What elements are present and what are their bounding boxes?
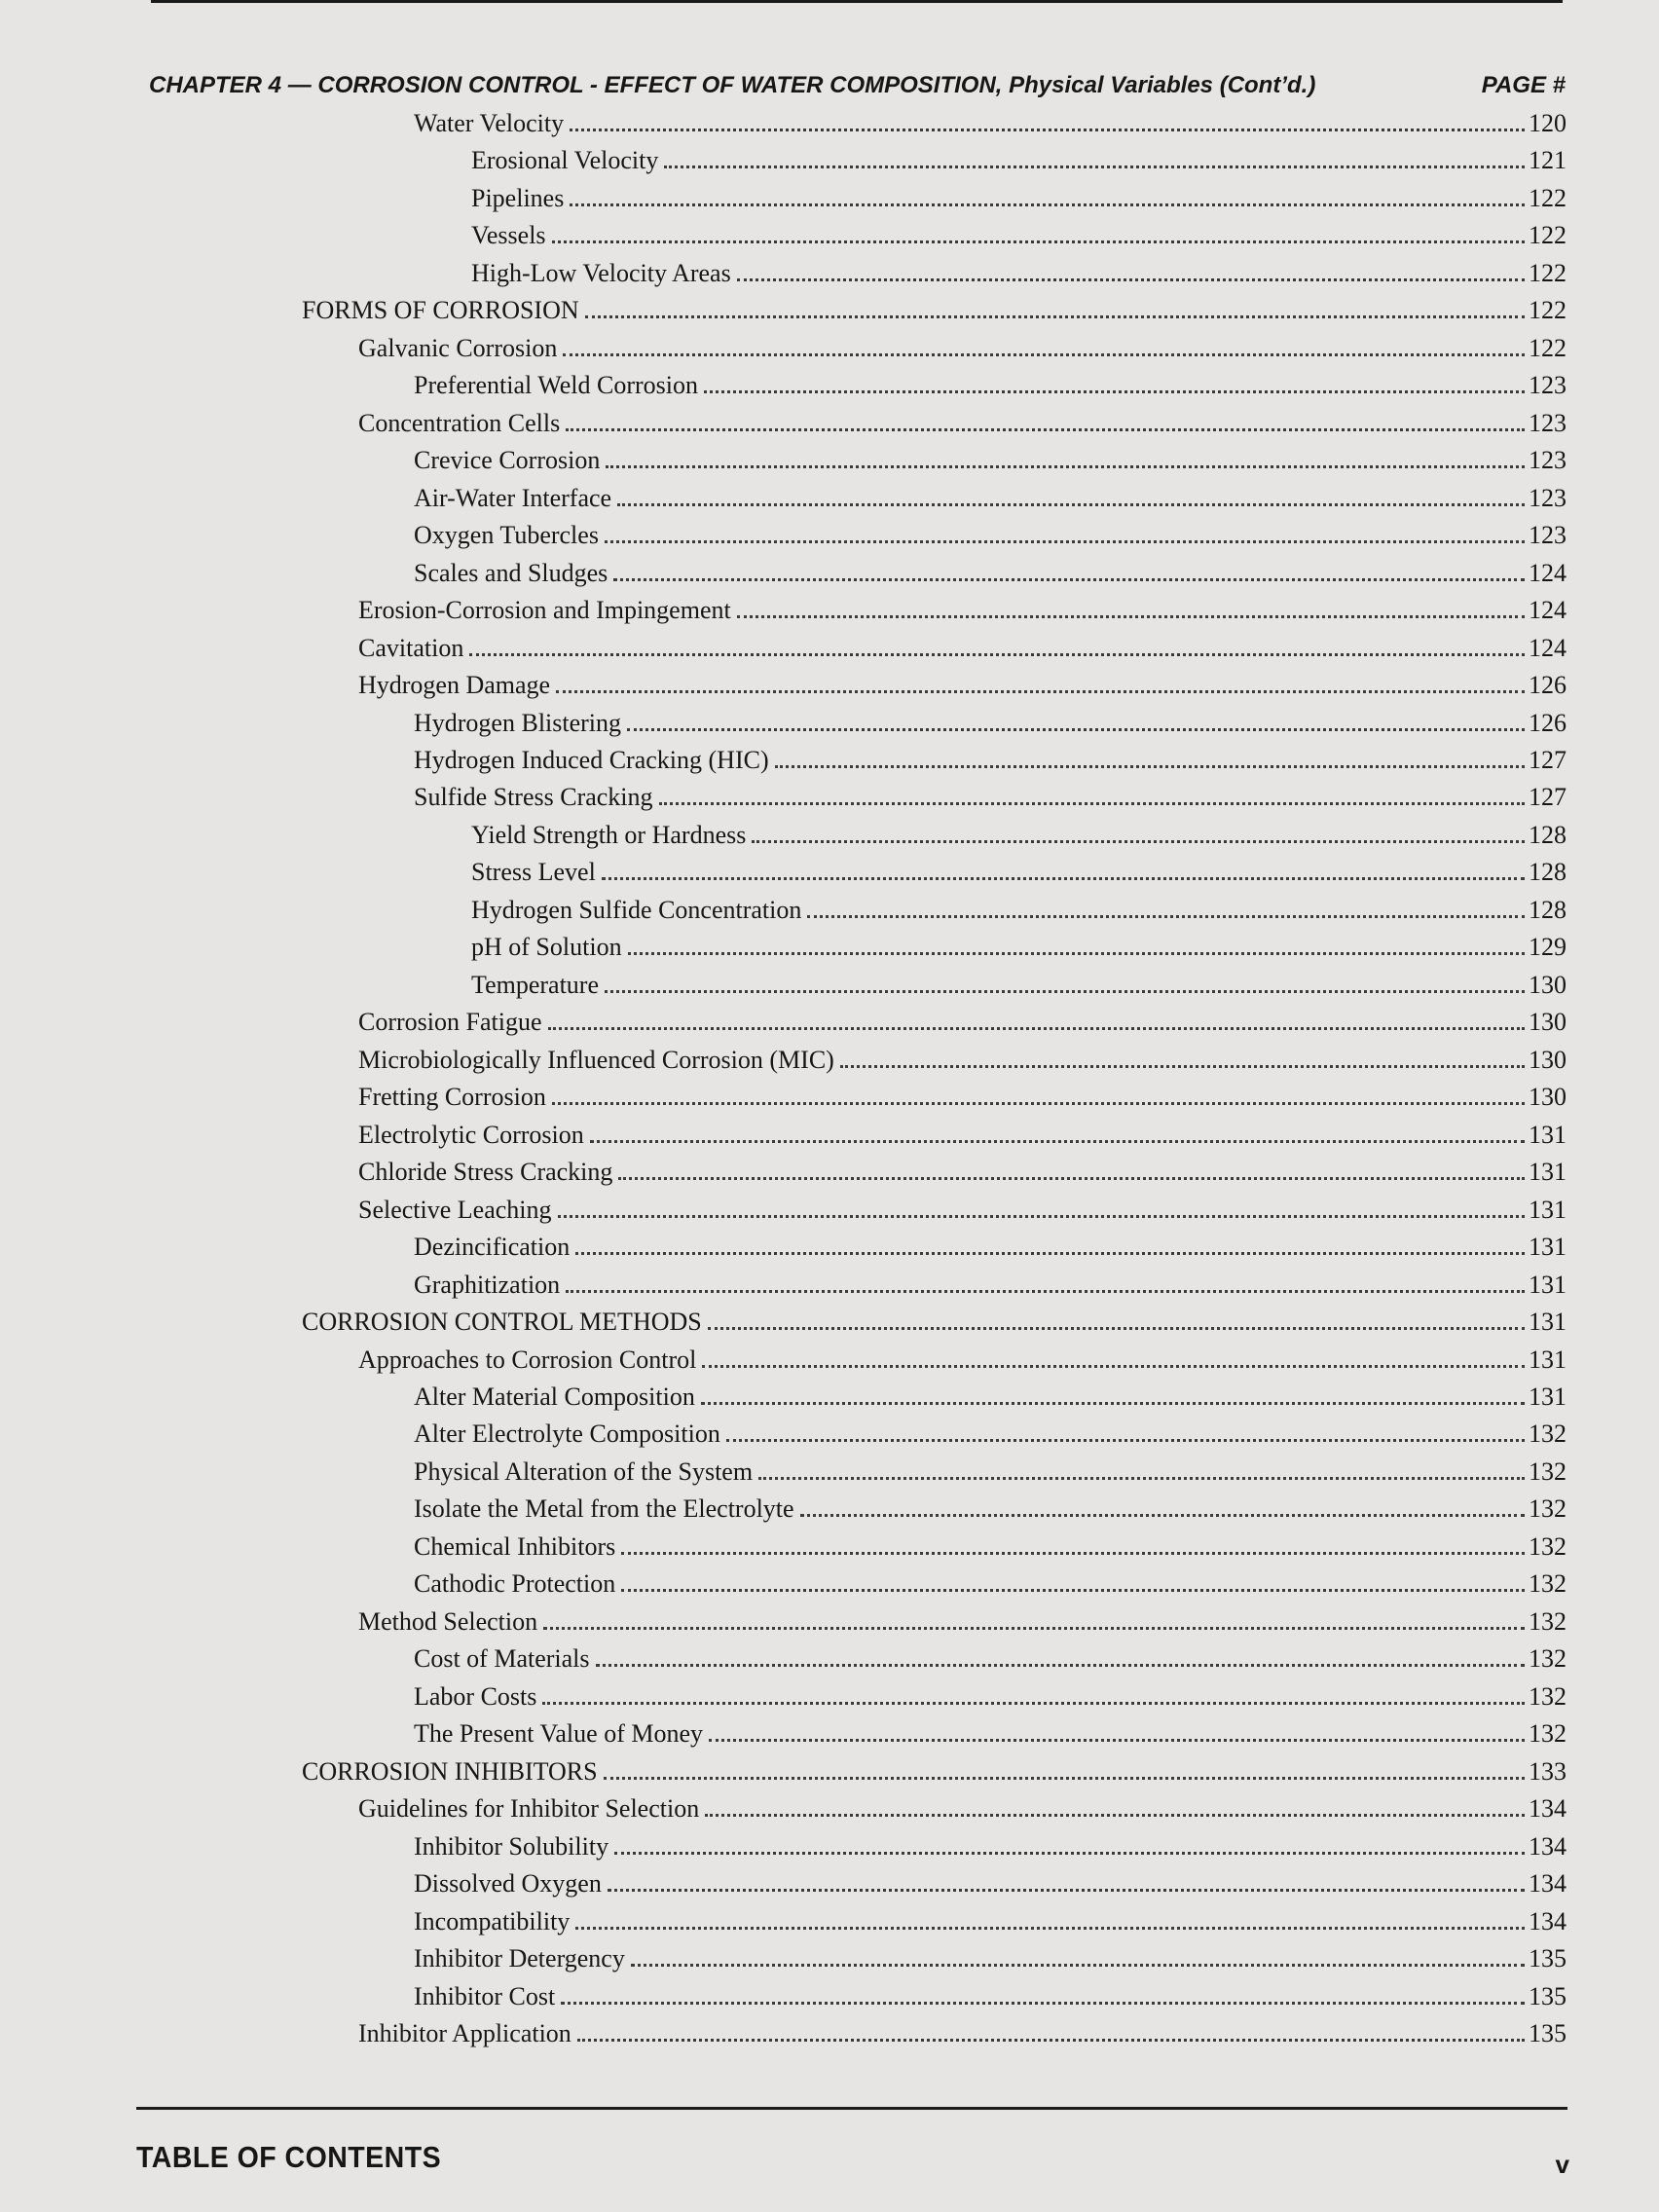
toc-entry-page: 131 <box>1529 1158 1567 1186</box>
toc-entry <box>471 255 1567 288</box>
toc-entry-page: 122 <box>1529 259 1567 287</box>
toc-entry-page: 132 <box>1529 1719 1567 1748</box>
toc-entry-title: Inhibitor Detergency <box>414 1944 625 1972</box>
toc-entry-page: 131 <box>1529 1196 1567 1224</box>
toc-entry <box>414 1229 1567 1262</box>
toc-entry-title: Sulfide Stress Cracking <box>414 783 653 811</box>
dot-leader <box>469 653 1525 656</box>
dot-leader <box>659 802 1525 805</box>
toc-entry-page: 127 <box>1529 746 1567 774</box>
toc-entry-title: Corrosion Fatigue <box>358 1008 542 1036</box>
toc-entry <box>471 142 1567 175</box>
dot-leader <box>709 1739 1525 1742</box>
dot-leader <box>737 615 1525 618</box>
dot-leader <box>575 1927 1525 1930</box>
toc-entry-page: 131 <box>1529 1346 1567 1374</box>
toc-entry <box>358 1154 1567 1187</box>
dot-leader <box>840 1065 1525 1068</box>
toc-entry-title: Cavitation <box>358 634 464 662</box>
page-column-label: PAGE # <box>1481 72 1566 98</box>
toc-entry-title: Inhibitor Solubility <box>414 1832 609 1861</box>
toc-entry <box>414 1454 1567 1487</box>
toc-entry-title: Oxygen Tubercles <box>414 521 599 549</box>
toc-entry-page: 124 <box>1529 634 1567 662</box>
toc-entry-page: 135 <box>1529 2019 1567 2047</box>
toc-entry <box>302 292 1567 325</box>
toc-entry-page: 124 <box>1529 559 1567 587</box>
toc-entry-title: pH of Solution <box>471 933 622 961</box>
toc-entry-page: 121 <box>1529 146 1567 174</box>
dot-leader <box>628 952 1525 955</box>
toc-entry <box>358 630 1567 663</box>
toc-entry-page: 130 <box>1529 1046 1567 1074</box>
toc-entry <box>414 480 1567 513</box>
toc-entry-page: 130 <box>1529 1008 1567 1036</box>
dot-leader <box>737 278 1525 281</box>
dot-leader <box>605 540 1525 543</box>
toc-entry <box>414 1379 1567 1412</box>
toc-entry-title: Vessels <box>471 221 546 249</box>
toc-entry <box>414 1940 1567 1973</box>
dot-leader <box>548 1027 1526 1030</box>
toc-entry <box>414 1903 1567 1936</box>
toc-entry-title: Alter Material Composition <box>414 1382 695 1411</box>
dot-leader <box>566 428 1525 431</box>
dot-leader <box>613 578 1525 581</box>
dot-leader <box>617 503 1525 506</box>
toc-entry-title: CORROSION CONTROL METHODS <box>302 1308 702 1336</box>
dot-leader <box>614 1852 1525 1855</box>
toc-entry <box>358 667 1567 700</box>
dot-leader <box>556 690 1525 693</box>
toc-entry-title: Isolate the Metal from the Electrolyte <box>414 1494 794 1523</box>
toc-entry-page: 129 <box>1529 933 1567 961</box>
toc-entry <box>358 1342 1567 1375</box>
dot-leader <box>664 166 1525 168</box>
dot-leader <box>800 1514 1525 1517</box>
toc-entry-page: 132 <box>1529 1419 1567 1448</box>
toc-entry-title: Chloride Stress Cracking <box>358 1158 613 1186</box>
dot-leader <box>542 1702 1525 1705</box>
toc-entry-page: 122 <box>1529 221 1567 249</box>
dot-leader <box>702 1365 1525 1368</box>
toc-entry <box>414 1416 1567 1449</box>
top-rule <box>151 0 1563 3</box>
dot-leader <box>570 129 1525 131</box>
toc-entry-page: 131 <box>1529 1271 1567 1299</box>
toc-entry-title: Concentration Cells <box>358 409 561 437</box>
toc-entry-page: 126 <box>1529 671 1567 699</box>
toc-entry <box>414 1978 1567 2011</box>
toc-entry-page: 124 <box>1529 596 1567 624</box>
toc-entry <box>414 1491 1567 1524</box>
dot-leader <box>552 240 1525 243</box>
dot-leader <box>618 1177 1525 1180</box>
toc-entry-page: 134 <box>1529 1832 1567 1861</box>
dot-leader <box>585 315 1525 318</box>
toc-entry-page: 126 <box>1529 709 1567 737</box>
dot-leader <box>590 1140 1525 1143</box>
toc-entry-page: 122 <box>1529 334 1567 362</box>
toc-entry-title: High-Low Velocity Areas <box>471 259 731 287</box>
dot-leader <box>704 390 1525 393</box>
toc-entry-page: 128 <box>1529 858 1567 886</box>
dot-leader <box>575 1252 1525 1255</box>
toc-entry <box>302 1753 1567 1787</box>
toc-entry <box>358 330 1567 363</box>
toc-entry-page: 122 <box>1529 184 1567 212</box>
toc-entry <box>471 929 1567 962</box>
toc-entry-page: 132 <box>1529 1532 1567 1561</box>
toc-entry-page: 130 <box>1529 1083 1567 1111</box>
toc-entry <box>358 1004 1567 1037</box>
toc-entry <box>302 1304 1567 1337</box>
toc-entry <box>414 1529 1567 1562</box>
dot-leader <box>570 203 1525 206</box>
chapter-title: CHAPTER 4 — CORROSION CONTROL - EFFECT OF WATER COMPOSITION, Physical Variables (Cont’d.) <box>149 72 1316 98</box>
toc-entry-page: 123 <box>1529 484 1567 512</box>
dot-leader <box>775 765 1525 768</box>
toc-entry-title: Hydrogen Damage <box>358 671 551 699</box>
toc-entry-page: 131 <box>1529 1233 1567 1261</box>
toc-entry-page: 132 <box>1529 1494 1567 1523</box>
toc-entry-title: Crevice Corrosion <box>414 446 601 474</box>
dot-leader <box>627 728 1525 731</box>
dot-leader <box>606 465 1525 468</box>
toc-entry-title: CORROSION INHIBITORS <box>302 1757 598 1786</box>
toc-entry-page: 122 <box>1529 296 1567 324</box>
footer-page-number: v <box>1555 2150 1569 2179</box>
dot-leader <box>621 1552 1525 1555</box>
toc-entry-title: Hydrogen Induced Cracking (HIC) <box>414 746 769 774</box>
dot-leader <box>602 877 1525 880</box>
toc-entry <box>414 1267 1567 1300</box>
toc-entry-title: Yield Strength or Hardness <box>471 821 747 849</box>
toc-entry <box>414 705 1567 738</box>
toc-entry-page: 132 <box>1529 1682 1567 1711</box>
toc-entry-page: 134 <box>1529 1869 1567 1898</box>
toc-entry <box>414 1566 1567 1599</box>
toc-entry-title: Inhibitor Cost <box>414 1982 556 2010</box>
toc-entry-title: Fretting Corrosion <box>358 1083 546 1111</box>
toc-entry <box>471 217 1567 250</box>
toc-entry <box>358 1079 1567 1112</box>
toc-entry-page: 131 <box>1529 1382 1567 1411</box>
toc-entry <box>414 1641 1567 1674</box>
toc-entry <box>414 517 1567 550</box>
toc-entry-title: The Present Value of Money <box>414 1719 704 1748</box>
dot-leader <box>608 1889 1525 1892</box>
toc-entry-title: Method Selection <box>358 1607 538 1636</box>
dot-leader <box>701 1402 1525 1405</box>
toc-entry-title: FORMS OF CORROSION <box>302 296 579 324</box>
toc-entry-title: Air-Water Interface <box>414 484 612 512</box>
toc-entry-page: 132 <box>1529 1569 1567 1598</box>
toc-entry <box>414 555 1567 588</box>
toc-entry-title: Alter Electrolyte Composition <box>414 1419 720 1448</box>
toc-entry-title: Galvanic Corrosion <box>358 334 558 362</box>
dot-leader <box>605 990 1525 993</box>
toc-entry <box>471 854 1567 887</box>
toc-entry-page: 127 <box>1529 783 1567 811</box>
dot-leader <box>726 1439 1525 1442</box>
toc-entry-page: 128 <box>1529 821 1567 849</box>
toc-entry-page: 123 <box>1529 521 1567 549</box>
dot-leader <box>561 2002 1525 2005</box>
toc-entry-title: Selective Leaching <box>358 1196 552 1224</box>
toc-entry-title: Hydrogen Sulfide Concentration <box>471 896 802 924</box>
toc-entry <box>471 817 1567 850</box>
toc-entry <box>414 1715 1567 1749</box>
toc-entry-page: 123 <box>1529 371 1567 399</box>
toc-entry-title: Temperature <box>471 971 599 999</box>
chapter-header <box>149 72 1566 99</box>
toc-entry <box>358 1604 1567 1637</box>
toc-entry-page: 134 <box>1529 1907 1567 1936</box>
toc-entry-title: Stress Level <box>471 858 596 886</box>
toc-entry-title: Graphitization <box>414 1271 561 1299</box>
toc-entry <box>358 592 1567 625</box>
toc-entry-page: 135 <box>1529 1982 1567 2010</box>
toc-entry <box>471 892 1567 925</box>
dot-leader <box>563 353 1525 356</box>
toc-entry <box>358 405 1567 438</box>
toc-entry <box>358 1042 1567 1075</box>
toc-entry-title: Physical Alteration of the System <box>414 1457 754 1486</box>
toc-entry <box>414 1678 1567 1712</box>
toc-entry <box>358 2015 1567 2048</box>
bottom-rule <box>136 2107 1567 2110</box>
toc-entry-title: Microbiologically Influenced Corrosion (MIC) <box>358 1046 834 1074</box>
toc-entry-page: 134 <box>1529 1794 1567 1823</box>
toc-entry-page: 130 <box>1529 971 1567 999</box>
footer-section-title: TABLE OF CONTENTS <box>136 2140 442 2174</box>
toc-entry-page: 131 <box>1529 1121 1567 1149</box>
toc-entry-title: Electrolytic Corrosion <box>358 1121 584 1149</box>
toc-entry-title: Chemical Inhibitors <box>414 1532 616 1561</box>
dot-leader <box>558 1215 1525 1218</box>
toc-entry <box>358 1192 1567 1225</box>
toc-entry-page: 132 <box>1529 1457 1567 1486</box>
dot-leader <box>708 1327 1525 1330</box>
toc-entry-page: 132 <box>1529 1644 1567 1673</box>
dot-leader <box>705 1814 1525 1817</box>
toc-entry <box>414 367 1567 400</box>
toc-entry-title: Preferential Weld Corrosion <box>414 371 699 399</box>
toc-entry-title: Water Velocity <box>414 109 565 137</box>
toc-entry-page: 135 <box>1529 1944 1567 1972</box>
toc-entry-title: Pipelines <box>471 184 565 212</box>
dot-leader <box>621 1589 1525 1592</box>
dot-leader <box>566 1290 1525 1293</box>
toc-entry-page: 132 <box>1529 1607 1567 1636</box>
dot-leader <box>604 1777 1525 1780</box>
toc-entry-title: Scales and Sludges <box>414 559 608 587</box>
dot-leader <box>752 840 1525 843</box>
toc-entry <box>414 442 1567 475</box>
toc-entry <box>414 1865 1567 1899</box>
toc-entry-title: Guidelines for Inhibitor Selection <box>358 1794 700 1823</box>
dot-leader <box>577 2039 1525 2042</box>
toc-entry <box>358 1117 1567 1150</box>
toc-entry <box>414 105 1567 138</box>
toc-entry <box>414 742 1567 775</box>
dot-leader <box>807 915 1525 918</box>
toc-entry-title: Cost of Materials <box>414 1644 590 1673</box>
toc-entry-title: Erosional Velocity <box>471 146 659 174</box>
toc-entry-page: 123 <box>1529 446 1567 474</box>
toc-entry <box>358 1790 1567 1824</box>
toc-entry-title: Labor Costs <box>414 1682 537 1711</box>
toc-entry <box>471 180 1567 213</box>
toc-entry-title: Inhibitor Application <box>358 2019 571 2047</box>
toc-entry-title: Erosion-Corrosion and Impingement <box>358 596 731 624</box>
toc-entry-title: Dezincification <box>414 1233 571 1261</box>
toc-entry-page: 133 <box>1529 1757 1567 1786</box>
dot-leader <box>543 1627 1525 1630</box>
dot-leader <box>631 1964 1525 1967</box>
toc-entry-title: Approaches to Corrosion Control <box>358 1346 697 1374</box>
toc-entry-title: Cathodic Protection <box>414 1569 616 1598</box>
toc-entry-title: Incompatibility <box>414 1907 571 1936</box>
dot-leader <box>552 1102 1525 1105</box>
toc-entry-page: 123 <box>1529 409 1567 437</box>
toc-entry <box>414 1828 1567 1862</box>
dot-leader <box>758 1477 1525 1480</box>
toc-entry-page: 128 <box>1529 896 1567 924</box>
dot-leader <box>596 1664 1525 1667</box>
toc-entry-page: 131 <box>1529 1308 1567 1336</box>
toc-entry-page: 120 <box>1529 109 1567 137</box>
toc-entry-title: Dissolved Oxygen <box>414 1869 602 1898</box>
toc-entry <box>414 779 1567 812</box>
toc-entry-title: Hydrogen Blistering <box>414 709 622 737</box>
toc-entry <box>471 967 1567 1000</box>
